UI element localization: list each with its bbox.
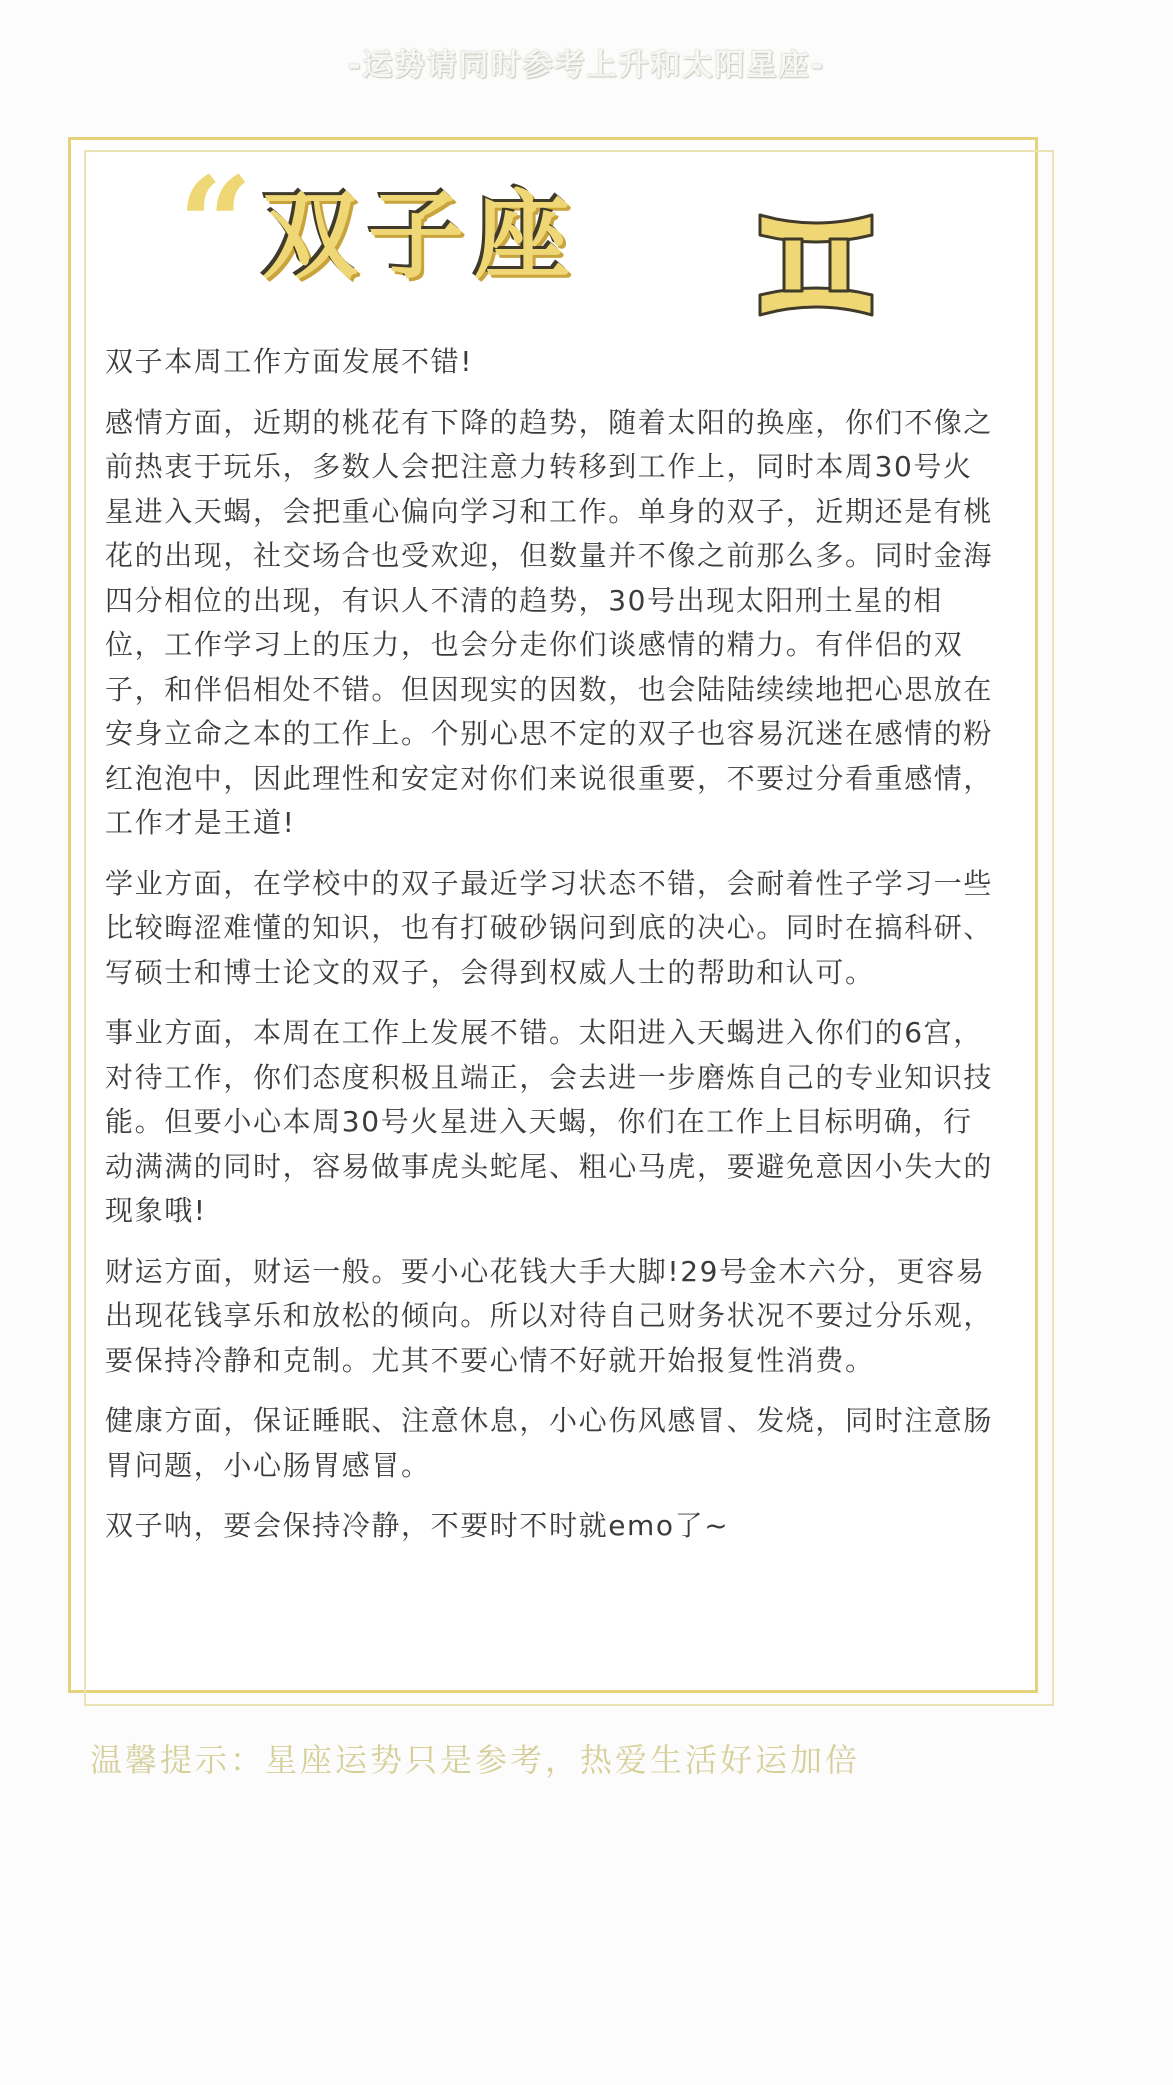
- intro-paragraph: 双子本周工作方面发展不错!: [105, 345, 474, 378]
- quote-mark: “: [178, 148, 253, 301]
- horoscope-body: [105, 340, 995, 1565]
- study-paragraph: 学业方面，在学校中的双子最近学习状态不错，会耐着性子学习一些比较晦涩难懂的知识，也有打破砂锅问到底的决心。同时在搞科研、写硕士和博士论文的双子，会得到权威人士的帮助和认可。: [105, 866, 994, 989]
- health-paragraph: 健康方面，保证睡眠、注意休息，小心伤风感冒、发烧，同时注意肠胃问题，小心肠胃感冒。: [105, 1404, 994, 1482]
- wealth-paragraph: 财运方面，财运一般。要小心花钱大手大脚!29号金木六分，更容易出现花钱享乐和放松的倾向。所以对待自己财务状况不要过分乐观，要保持冷静和克制。尤其不要心情不好就开始报复性消费。: [105, 1254, 994, 1377]
- horoscope-banner: -运势请同时参考上升和太阳星座-: [348, 48, 825, 83]
- footer-tip: 温馨提示：星座运势只是参考，热爱生活好运加倍: [90, 1741, 861, 1779]
- closing-paragraph: 双子呐，要会保持冷静，不要时不时就emo了~: [105, 1509, 730, 1542]
- career-paragraph: 事业方面，本周在工作上发展不错。太阳进入天蝎进入你们的6宫，对待工作，你们态度积极且端正，会去进一步磨炼自己的专业知识技能。但要小心本周30号火星进入天蝎，你们在工作上目标明确，行动满满的同时，容易做事虎头蛇尾、粗心马虎，要避免意因小失大的现象哦!: [105, 1016, 994, 1227]
- gemini-symbol-icon: [752, 205, 880, 325]
- sign-title: 双子座: [262, 180, 580, 292]
- love-paragraph: 感情方面，近期的桃花有下降的趋势，随着太阳的换座，你们不像之前热衷于玩乐，多数人会把注意力转移到工作上，同时本周30号火星进入天蝎，会把重心偏向学习和工作。单身的双子，近期还是有桃花的出现，社交场合也受欢迎，但数量并不像之前那么多。同时金海四分相位的出现，有识人不清的趋势，30号出现太阳刑土星的相位，工作学习上的压力，也会分走你们谈感情的精力。有伴侣的双子，和伴侣相处不错。但因现实的因数，也会陆陆续续地把心思放在安身立命之本的工作上。个别心思不定的双子也容易沉迷在感情的粉红泡泡中，因此理性和安定对你们来说很重要，不要过分看重感情，工作才是王道!: [105, 405, 994, 839]
